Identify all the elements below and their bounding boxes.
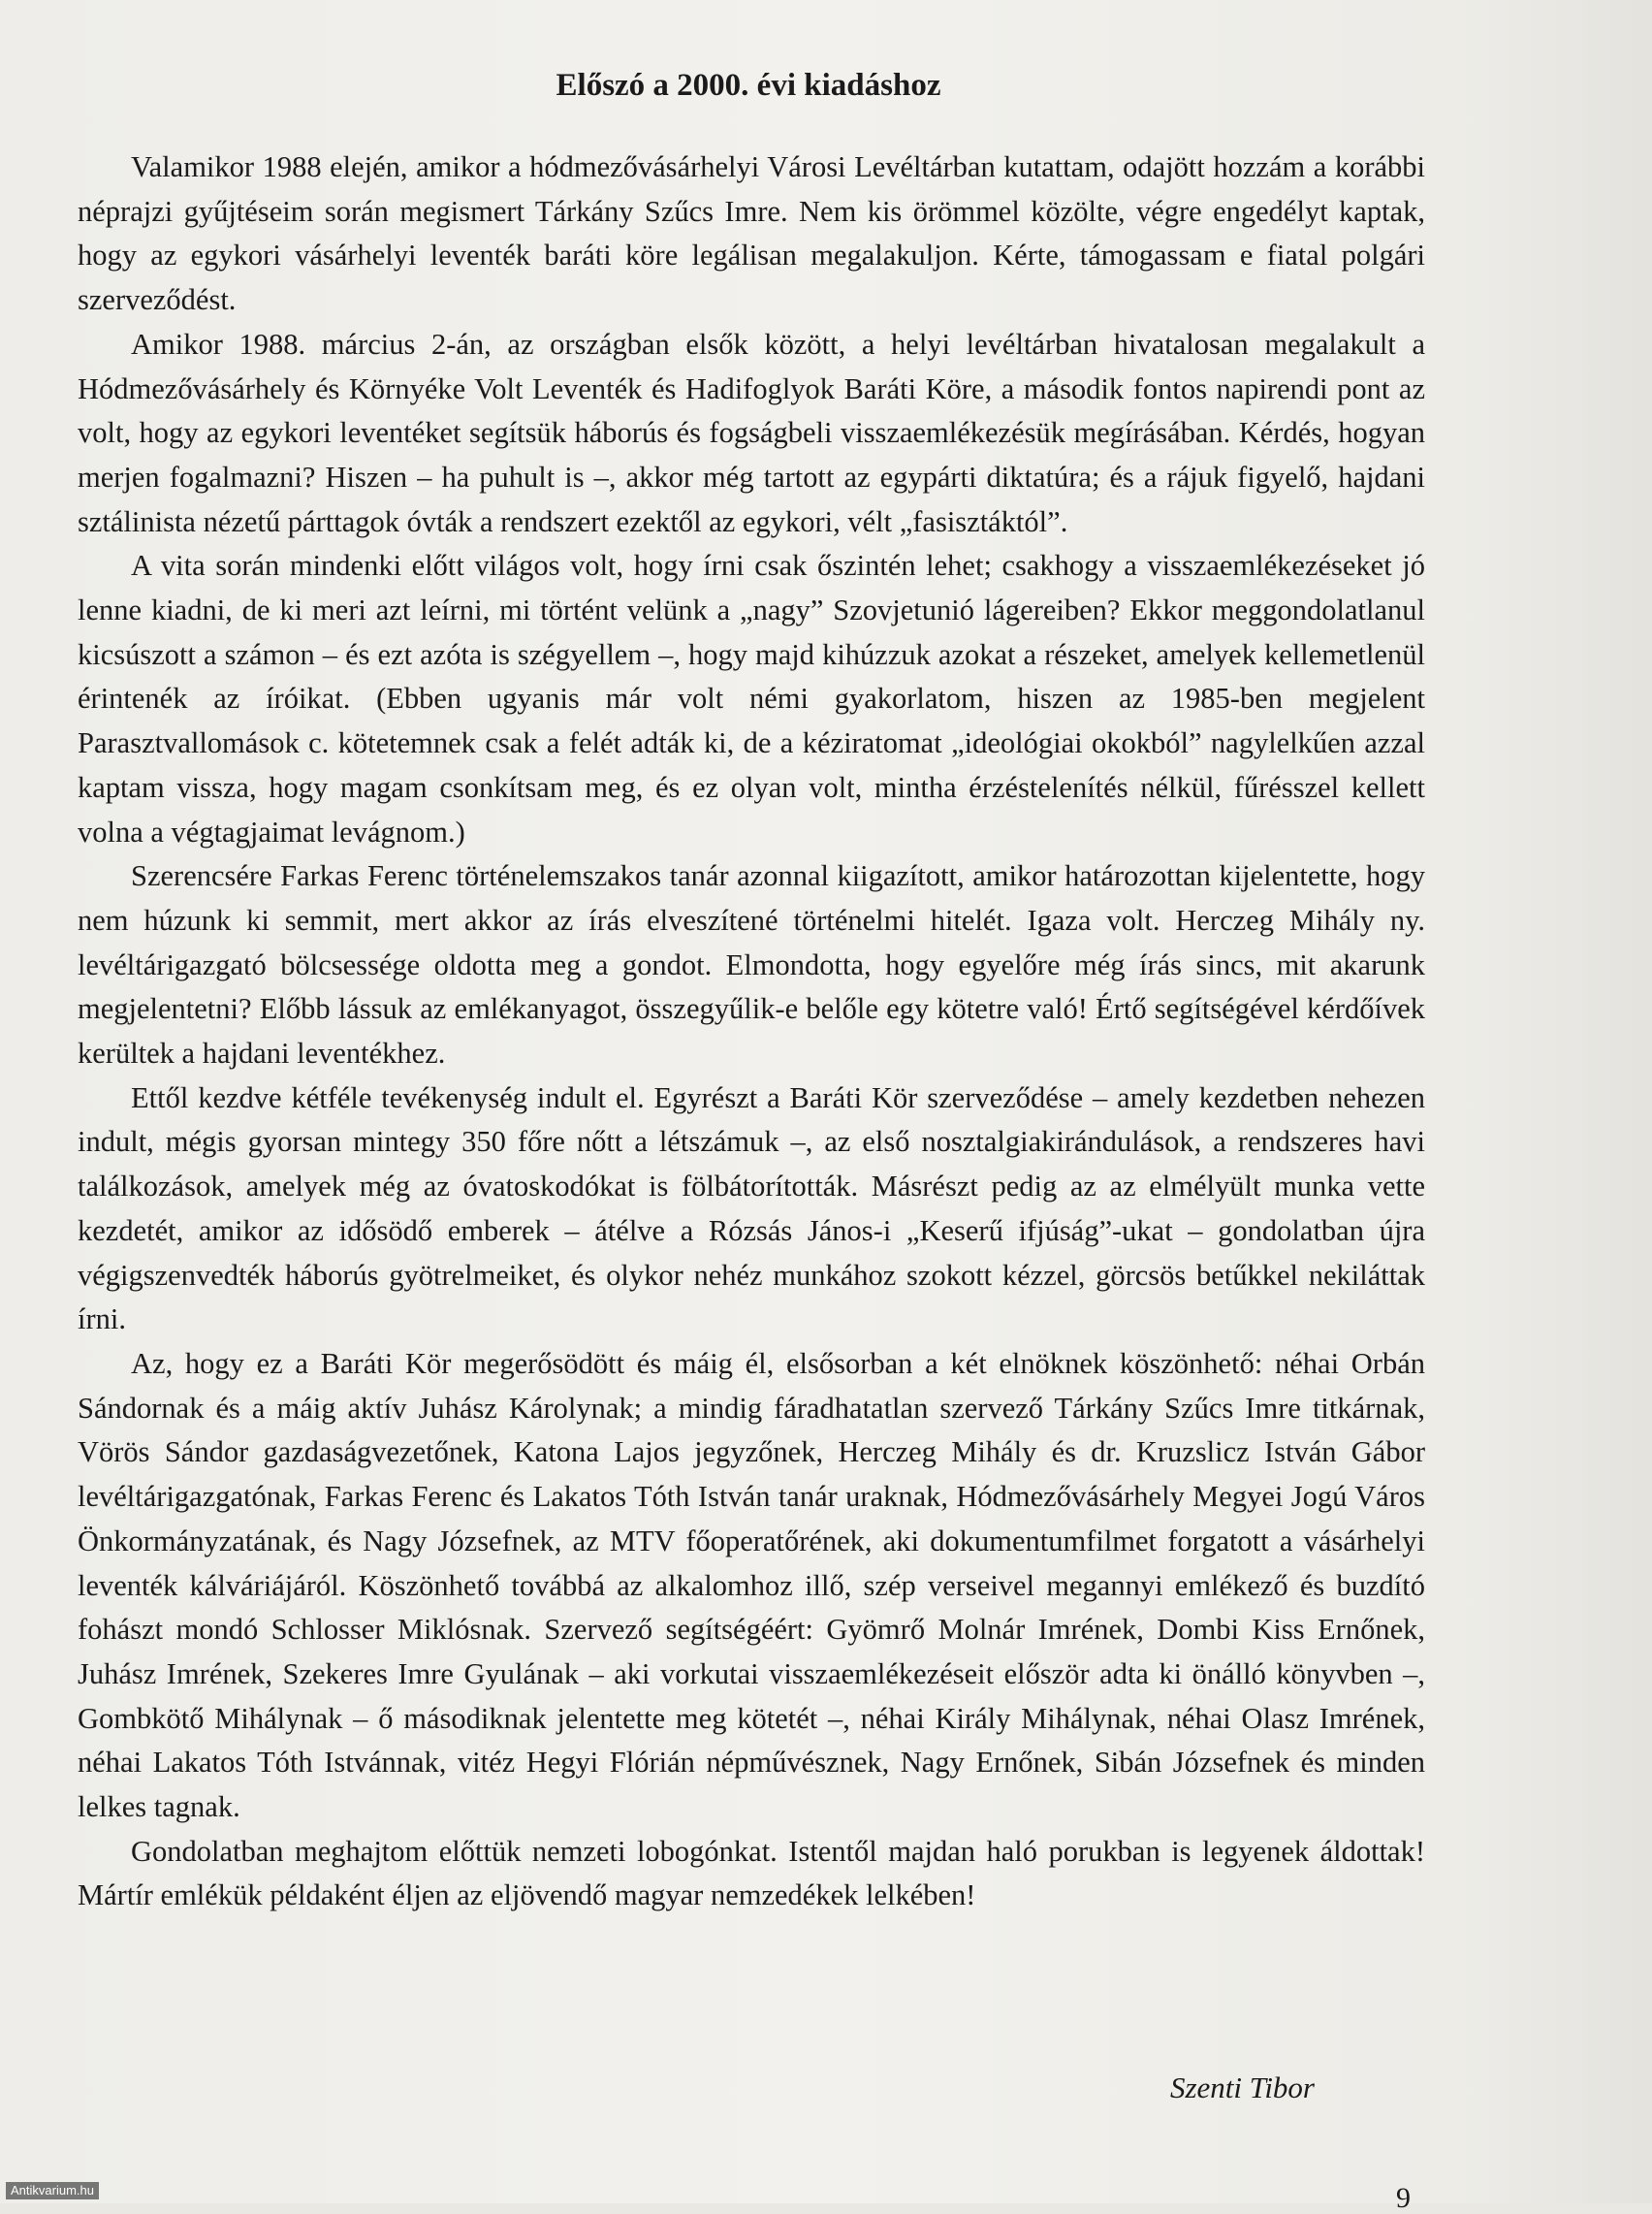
page-shadow	[1468, 0, 1652, 2203]
paragraph-5: Ettől kezdve kétféle tevékenység indult el. Egyrészt a Baráti Kör szerveződése – amely kezdetben nehezen indult, mégis gyorsan mintegy 350 főre nőtt a létszámuk –, az első nosztalgiakirándulások, a rendszeres havi találkozások, amelyek még az óvatoskodókat is fölbátorították. Másrészt pedig az az elmélyült munka vette kezdetét, amikor az idősödő emberek – átélve a Rózsás János-i „Keserű ifjúság”-ukat – gondolatban újra végigszenvedték háborús gyötrelmeiket, és olykor nehéz munkához szokott kézzel, görcsös betűkkel nekiláttak írni.	[78, 1080, 1425, 1336]
paragraph-2: Amikor 1988. március 2-án, az országban elsők között, a helyi levéltárban hivatalosan megalakult a Hódmezővásárhely és Környéke Volt Leventék és Hadifoglyok Baráti Köre, a második fontos napirendi pont az volt, hogy az egykori leventéket segítsük háborús és fogságbeli visszaemlékezésük megírásában. Kérdés, hogyan merjen fogalmazni? Hiszen – ha puhult is –, akkor még tartott az egypárti diktatúra; és a rájuk figyelő, hajdani sztálinista nézetű párttagok óvták a rendszert ezektől az egykori, vélt „fasisztáktól”.	[78, 327, 1425, 538]
author-signature: Szenti Tibor	[1169, 2070, 1315, 2104]
paragraph-6: Az, hogy ez a Baráti Kör megerősödött és máig él, elsősorban a két elnöknek köszönhető: néhai Orbán Sándornak és a máig aktív Juhász Károlynak; a mindig fáradhatatlan szervező Tárkány Szűcs Imre titkárnak, Vörös Sándor gazdaságvezetőnek, Katona Lajos jegyzőnek, Herczeg Mihály és dr. Kruzslicz István Gábor levéltárigazgatónak, Farkas Ferenc és Lakatos Tóth István tanár uraknak, Hódmezővásárhely Megyei Jogú Város Önkormányzatának, és Nagy Józsefnek, az MTV főoperatőrének, aki dokumentumfilmet forgatott a vásárhelyi leventék kálváriájáról. Köszönhető továbbá az alkalomhoz illő, szép verseivel megannyi emlékező és buzdító fohászt mondó Schlosser Miklósnak. Szervező segítségéért: Gyömrő Molnár Imrének, Dombi Kiss Ernőnek, Juhász Imrének, Szekeres Imre Gyulának – aki vorkutai visszaemlékezéseit először adta ki önálló könyvben –, Gombkötő Mihálynak – ő másodiknak jelentette meg kötetét –, néhai Király Mihálynak, néhai Olasz Imrének, néhai Lakatos Tóth Istvánnak, vitéz Hegyi Flórián népművésznek, Nagy Ernőnek, Sibán Józsefnek és minden lelkes tagnak.	[78, 1346, 1425, 1824]
paragraph-1: Valamikor 1988 elején, amikor a hódmezővásárhelyi Városi Levéltárban kutattam, odajött hozzám a korábbi néprajzi gyűjtéseim során megismert Tárkány Szűcs Imre. Nem kis örömmel közölte, végre engedélyt kaptak, hogy az egykori vásárhelyi leventék baráti köre legálisan megalakuljon. Kérte, támogassam e fiatal polgári szerveződést.	[78, 150, 1425, 317]
preface-body	[78, 145, 1425, 1918]
page-title: Előszó a 2000. évi kiadáshoz	[556, 68, 941, 103]
paragraph-7: Gondolatban meghajtom előttük nemzeti lobogónkat. Istentől majdan haló porukban is legyenek áldottak! Mártír emlékük példaként éljen az eljövendő magyar nemzedékek lelkében!	[78, 1834, 1425, 1912]
paragraph-3: A vita során mindenki előtt világos volt, hogy írni csak őszintén lehet; csakhogy a visszaemlékezéseket jó lenne kiadni, de ki meri azt leírni, mi történt velünk a „nagy” Szovjetunió lágereiben? Ekkor meggondolatlanul kicsúszott a számon – és ezt azóta is szégyellem –, hogy majd kihúzzuk azokat a részeket, amelyek kellemetlenül érintenék az íróikat. (Ebben ugyanis már volt némi gyakorlatom, hiszen az 1985-ben megjelent Parasztvallomások c. kötetemnek csak a felét adták ki, de a kéziratomat „ideológiai okokból” nagylelkűen azzal kaptam vissza, hogy magam csonkítsam meg, és ez olyan volt, mintha érzéstelenítés nélkül, fűrésszel kellett volna a végtagjaimat levágnom.)	[78, 549, 1425, 849]
watermark-label: Antikvarium.hu	[6, 2182, 99, 2199]
page-number: 9	[1396, 2182, 1411, 2214]
paragraph-4: Szerencsére Farkas Ferenc történelemszakos tanár azonnal kiigazított, amikor határozottan kijelentette, hogy nem húzunk ki semmit, mert akkor az írás elveszítené történelmi hitelét. Igaza volt. Herczeg Mihály ny. levéltárigazgató bölcsessége oldotta meg a gondot. Elmondotta, hogy egyelőre még írás sincs, mit akarunk megjelentetni? Előbb lássuk az emlékanyagot, összegyűlik-e belőle egy kötetre való! Értő segítségével kérdőívek kerültek a hajdani leventékhez.	[78, 859, 1425, 1071]
